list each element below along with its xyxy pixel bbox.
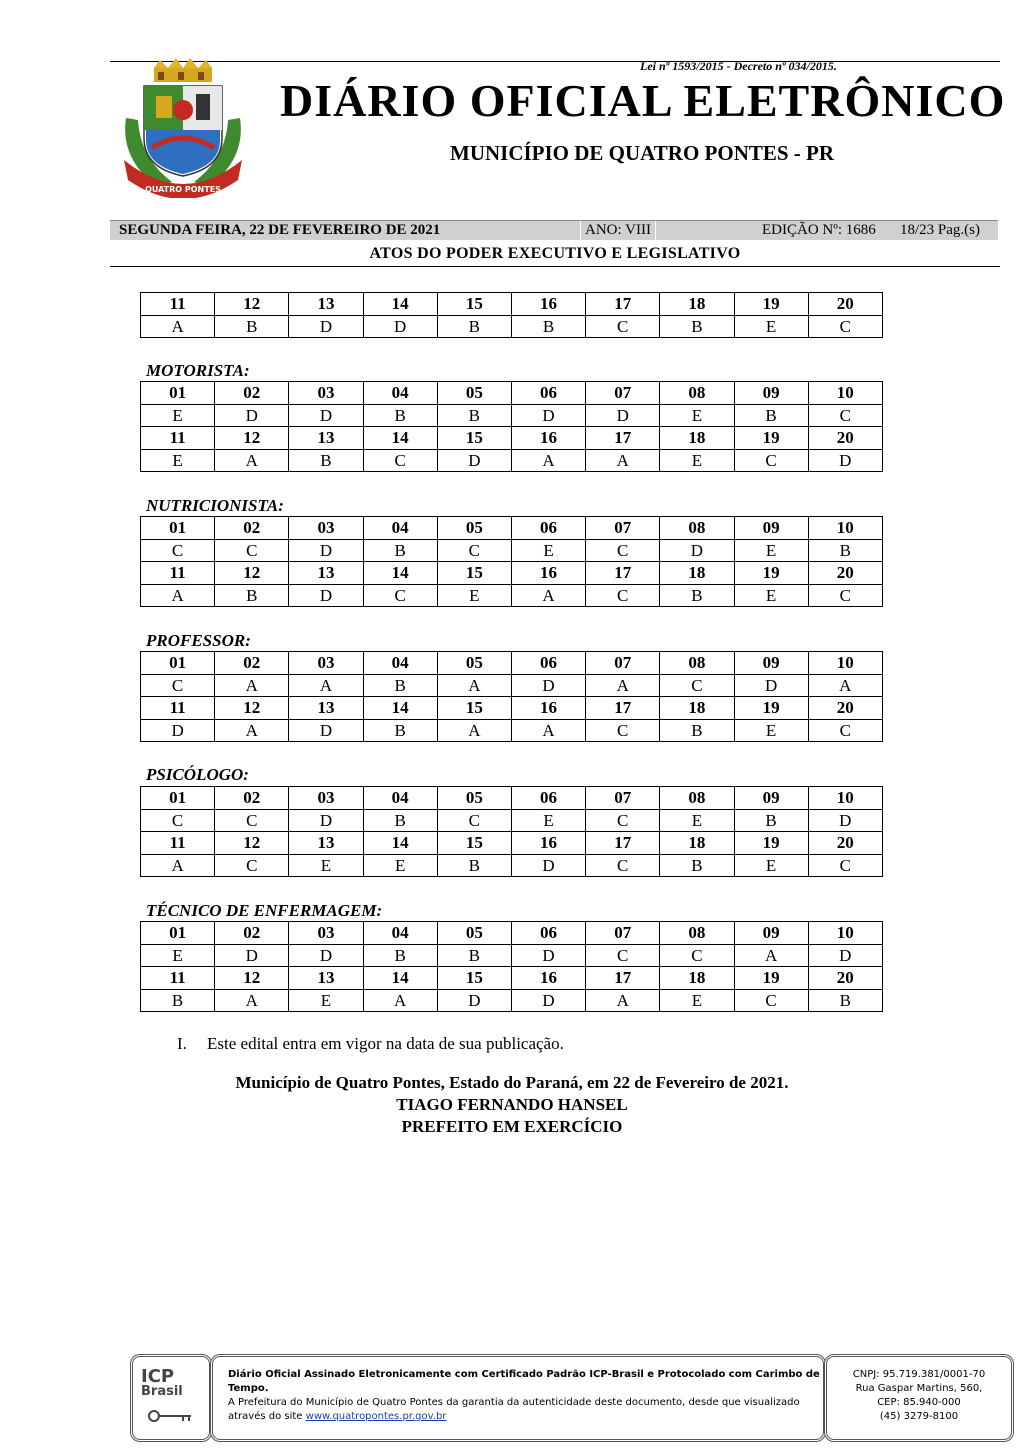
table-row (141, 787, 883, 810)
question-number-cell: 14 (363, 427, 437, 450)
question-number-cell: 07 (586, 652, 660, 675)
question-number-cell: 12 (215, 427, 289, 450)
table-row (141, 584, 883, 607)
question-number-cell: 05 (437, 382, 511, 405)
table-row (141, 539, 883, 562)
law-reference: Lei nº 1593/2015 - Decreto nº 034/2015. (640, 59, 837, 73)
icp-brasil-logo: ICP Brasil (130, 1354, 212, 1442)
answer-cell: A (215, 674, 289, 697)
answer-cell: E (141, 944, 215, 967)
question-number-cell: 13 (289, 293, 363, 316)
answer-cell: C (586, 809, 660, 832)
answer-cell: D (808, 944, 882, 967)
cep: CEP: 85.940-000 (877, 1397, 961, 1408)
answer-cell: E (289, 854, 363, 877)
item-number: I. (177, 1034, 187, 1053)
answer-cell: B (734, 404, 808, 427)
question-number-cell: 07 (586, 517, 660, 540)
table-row (141, 293, 883, 316)
question-number-cell: 15 (437, 697, 511, 720)
question-number-cell: 07 (586, 382, 660, 405)
question-number-cell: 05 (437, 787, 511, 810)
answer-cell: C (808, 854, 882, 877)
answer-cell: D (363, 315, 437, 338)
answer-cell: B (808, 539, 882, 562)
answer-cell: B (808, 989, 882, 1012)
question-number-cell: 07 (586, 922, 660, 945)
answer-cell: C (363, 584, 437, 607)
question-number-cell: 16 (511, 697, 585, 720)
answer-cell: C (734, 449, 808, 472)
answer-cell: B (289, 449, 363, 472)
answer-cell: D (215, 404, 289, 427)
question-number-cell: 10 (808, 382, 882, 405)
question-number-cell: 05 (437, 517, 511, 540)
footer (130, 1354, 1012, 1440)
table-row (141, 809, 883, 832)
cnpj: CNPJ: 95.719.381/0001-70 (852, 1369, 986, 1380)
question-number-cell: 03 (289, 517, 363, 540)
answer-cell: A (215, 719, 289, 742)
question-number-cell: 11 (141, 967, 215, 990)
question-number-cell: 04 (363, 517, 437, 540)
question-number-cell: 18 (660, 427, 734, 450)
table-row (141, 674, 883, 697)
question-number-cell: 02 (215, 652, 289, 675)
table-row (141, 427, 883, 450)
answer-cell: A (437, 719, 511, 742)
question-number-cell: 04 (363, 652, 437, 675)
signature-place-date: Município de Quatro Pontes, Estado do Paraná, em 22 de Fevereiro de 2021. (235, 1073, 789, 1092)
question-number-cell: 06 (511, 787, 585, 810)
answer-cell: D (808, 449, 882, 472)
answer-cell: D (511, 404, 585, 427)
question-number-cell: 06 (511, 652, 585, 675)
table-row (141, 832, 883, 855)
newspaper-title: DIÁRIO OFICIAL ELETRÔNICO (280, 75, 1006, 126)
answer-cell: D (289, 404, 363, 427)
signature-role: PREFEITO EM EXERCÍCIO (401, 1117, 623, 1136)
question-number-cell: 19 (734, 427, 808, 450)
section-title-tecnico-enfermagem: TÉCNICO DE ENFERMAGEM: (146, 901, 383, 920)
table-row (141, 404, 883, 427)
section-header: ATOS DO PODER EXECUTIVO E LEGISLATIVO (369, 245, 741, 262)
answer-cell: A (215, 989, 289, 1012)
answer-cell: B (215, 584, 289, 607)
answer-cell: A (437, 674, 511, 697)
question-number-cell: 17 (586, 832, 660, 855)
answer-cell: D (289, 944, 363, 967)
answer-table-professor (140, 651, 883, 742)
answer-cell: D (437, 449, 511, 472)
table-row (141, 449, 883, 472)
question-number-cell: 15 (437, 427, 511, 450)
item-text: Este edital entra em vigor na data de sua publicação. (207, 1034, 564, 1053)
answer-cell: C (141, 539, 215, 562)
question-number-cell: 16 (511, 427, 585, 450)
question-number-cell: 20 (808, 697, 882, 720)
question-number-cell: 01 (141, 382, 215, 405)
question-number-cell: 01 (141, 787, 215, 810)
section-title-motorista: MOTORISTA: (146, 361, 250, 380)
answer-cell: E (734, 854, 808, 877)
question-number-cell: 15 (437, 293, 511, 316)
question-number-cell: 20 (808, 293, 882, 316)
answer-cell: A (586, 674, 660, 697)
edition-date: SEGUNDA FEIRA, 22 DE FEVEREIRO DE 2021 (119, 222, 441, 238)
question-number-cell: 19 (734, 697, 808, 720)
answer-cell: C (808, 584, 882, 607)
certification-title: Diário Oficial Assinado Eletronicamente com Certificado Padrão ICP-Brasil e Protocolado com Carimbo de Tempo. (228, 1369, 820, 1394)
section-title-nutricionista: NUTRICIONISTA: (146, 496, 284, 515)
question-number-cell: 15 (437, 832, 511, 855)
answer-cell: C (734, 989, 808, 1012)
address: Rua Gaspar Martins, 560, (855, 1383, 983, 1394)
answer-cell: D (808, 809, 882, 832)
edition-year: ANO: VIII (580, 221, 656, 240)
question-number-cell: 20 (808, 967, 882, 990)
answer-cell: C (660, 674, 734, 697)
question-number-cell: 17 (586, 967, 660, 990)
key-icon (147, 1409, 193, 1423)
answer-table-continued (140, 292, 883, 338)
question-number-cell: 12 (215, 562, 289, 585)
question-number-cell: 10 (808, 517, 882, 540)
answer-table-motorista (140, 381, 883, 472)
question-number-cell: 09 (734, 787, 808, 810)
page-count: 18/23 Pag.(s) (900, 222, 980, 238)
answer-cell: E (363, 854, 437, 877)
question-number-cell: 08 (660, 652, 734, 675)
question-number-cell: 03 (289, 922, 363, 945)
answer-cell: D (437, 989, 511, 1012)
question-number-cell: 06 (511, 382, 585, 405)
answer-cell: E (660, 449, 734, 472)
answer-cell: B (363, 539, 437, 562)
question-number-cell: 15 (437, 967, 511, 990)
table-row (141, 967, 883, 990)
answer-cell: B (363, 719, 437, 742)
question-number-cell: 03 (289, 652, 363, 675)
answer-cell: D (289, 539, 363, 562)
question-number-cell: 09 (734, 382, 808, 405)
question-number-cell: 11 (141, 562, 215, 585)
question-number-cell: 19 (734, 293, 808, 316)
answer-cell: B (437, 854, 511, 877)
question-number-cell: 19 (734, 967, 808, 990)
answer-cell: E (511, 809, 585, 832)
answer-cell: C (808, 315, 882, 338)
phone: (45) 3279-8100 (879, 1411, 959, 1422)
question-number-cell: 12 (215, 967, 289, 990)
answer-cell: B (511, 315, 585, 338)
answer-cell: C (215, 809, 289, 832)
answer-table-nutricionista (140, 516, 883, 607)
question-number-cell: 02 (215, 787, 289, 810)
answer-cell: E (660, 809, 734, 832)
question-number-cell: 19 (734, 562, 808, 585)
question-number-cell: 01 (141, 652, 215, 675)
answer-cell: E (289, 989, 363, 1012)
answer-cell: A (511, 449, 585, 472)
question-number-cell: 13 (289, 697, 363, 720)
answer-cell: D (511, 854, 585, 877)
certification-notice: Diário Oficial Assinado Eletronicamente com Certificado Padrão ICP-Brasil e Protocolado com Carimbo de Tempo. A Prefeitura do Município de Quatro Pontes da garantia da autenticidade deste documento, desde que visualizado através do site www.quatropontes.pr.gov.br (210, 1354, 826, 1442)
question-number-cell: 12 (215, 697, 289, 720)
answer-cell: E (734, 584, 808, 607)
answer-cell: A (511, 584, 585, 607)
table-row (141, 562, 883, 585)
table-row (141, 922, 883, 945)
answer-cell: A (586, 989, 660, 1012)
answer-cell: E (437, 584, 511, 607)
question-number-cell: 18 (660, 832, 734, 855)
answer-cell: D (734, 674, 808, 697)
question-number-cell: 05 (437, 922, 511, 945)
answer-cell: C (586, 854, 660, 877)
edital-item (177, 1034, 564, 1054)
edition-number: EDIÇÃO Nº: 1686 (762, 222, 876, 238)
question-number-cell: 04 (363, 922, 437, 945)
answer-cell: A (141, 854, 215, 877)
edition-info-bar (110, 220, 998, 240)
answer-cell: D (289, 584, 363, 607)
question-number-cell: 15 (437, 562, 511, 585)
answer-cell: D (289, 719, 363, 742)
question-number-cell: 16 (511, 832, 585, 855)
question-number-cell: 06 (511, 517, 585, 540)
table-row (141, 315, 883, 338)
table-row (141, 944, 883, 967)
table-row (141, 382, 883, 405)
question-number-cell: 18 (660, 967, 734, 990)
answer-cell: B (141, 989, 215, 1012)
answer-cell: D (511, 989, 585, 1012)
answer-cell: E (734, 719, 808, 742)
answer-cell: D (289, 315, 363, 338)
question-number-cell: 16 (511, 967, 585, 990)
answer-cell: D (141, 719, 215, 742)
answer-cell: C (808, 719, 882, 742)
answer-cell: C (586, 315, 660, 338)
question-number-cell: 12 (215, 293, 289, 316)
question-number-cell: 17 (586, 697, 660, 720)
section-title-psicologo: PSICÓLOGO: (146, 765, 249, 784)
table-row (141, 517, 883, 540)
question-number-cell: 11 (141, 832, 215, 855)
question-number-cell: 14 (363, 832, 437, 855)
question-number-cell: 16 (511, 562, 585, 585)
answer-cell: E (734, 315, 808, 338)
table-row (141, 719, 883, 742)
answer-cell: C (215, 539, 289, 562)
answer-cell: E (660, 404, 734, 427)
answer-cell: E (141, 449, 215, 472)
signature-name: TIAGO FERNANDO HANSEL (396, 1095, 628, 1114)
question-number-cell: 02 (215, 922, 289, 945)
website-link[interactable]: www.quatropontes.pr.gov.br (305, 1411, 447, 1422)
answer-cell: B (437, 944, 511, 967)
answer-cell: B (660, 719, 734, 742)
answer-cell: D (660, 539, 734, 562)
question-number-cell: 11 (141, 697, 215, 720)
question-number-cell: 19 (734, 832, 808, 855)
table-row (141, 652, 883, 675)
question-number-cell: 11 (141, 293, 215, 316)
answer-cell: B (660, 315, 734, 338)
question-number-cell: 04 (363, 787, 437, 810)
answer-cell: A (511, 719, 585, 742)
question-number-cell: 08 (660, 517, 734, 540)
question-number-cell: 17 (586, 427, 660, 450)
answer-cell: B (660, 584, 734, 607)
question-number-cell: 20 (808, 832, 882, 855)
answer-cell: A (141, 315, 215, 338)
question-number-cell: 07 (586, 787, 660, 810)
question-number-cell: 10 (808, 787, 882, 810)
answer-cell: C (586, 944, 660, 967)
answer-table-tecnico-enfermagem (140, 921, 883, 1012)
answer-cell: A (141, 584, 215, 607)
answer-cell: C (141, 674, 215, 697)
answer-cell: B (363, 944, 437, 967)
answer-cell: C (586, 719, 660, 742)
question-number-cell: 02 (215, 382, 289, 405)
question-number-cell: 09 (734, 517, 808, 540)
answer-cell: A (289, 674, 363, 697)
certification-text: A Prefeitura do Município de Quatro Pontes da garantia da autenticidade deste documento, desde que visualizado (228, 1397, 800, 1408)
answer-cell: A (586, 449, 660, 472)
question-number-cell: 13 (289, 562, 363, 585)
question-number-cell: 02 (215, 517, 289, 540)
question-number-cell: 18 (660, 293, 734, 316)
answer-cell: C (215, 854, 289, 877)
question-number-cell: 13 (289, 967, 363, 990)
municipality-subtitle: MUNICÍPIO DE QUATRO PONTES - PR (450, 141, 835, 165)
question-number-cell: 14 (363, 967, 437, 990)
question-number-cell: 20 (808, 427, 882, 450)
question-number-cell: 09 (734, 922, 808, 945)
table-row (141, 854, 883, 877)
answer-cell: B (363, 404, 437, 427)
answer-table-psicologo (140, 786, 883, 877)
answer-cell: C (363, 449, 437, 472)
answer-cell: D (215, 944, 289, 967)
question-number-cell: 20 (808, 562, 882, 585)
section-header-rule (110, 266, 1000, 267)
question-number-cell: 08 (660, 787, 734, 810)
answer-cell: C (586, 584, 660, 607)
answer-cell: C (141, 809, 215, 832)
question-number-cell: 04 (363, 382, 437, 405)
question-number-cell: 03 (289, 382, 363, 405)
question-number-cell: 08 (660, 922, 734, 945)
question-number-cell: 11 (141, 427, 215, 450)
question-number-cell: 10 (808, 652, 882, 675)
svg-text:QUATRO PONTES: QUATRO PONTES (145, 185, 221, 194)
table-row (141, 697, 883, 720)
question-number-cell: 14 (363, 293, 437, 316)
question-number-cell: 18 (660, 697, 734, 720)
answer-cell: A (808, 674, 882, 697)
answer-cell: E (660, 989, 734, 1012)
municipal-crest-logo (116, 58, 250, 198)
answer-cell: E (734, 539, 808, 562)
question-number-cell: 14 (363, 562, 437, 585)
question-number-cell: 17 (586, 293, 660, 316)
answer-cell: C (437, 539, 511, 562)
question-number-cell: 13 (289, 427, 363, 450)
answer-cell: B (363, 674, 437, 697)
answer-cell: A (363, 989, 437, 1012)
answer-cell: D (289, 809, 363, 832)
answer-cell: B (363, 809, 437, 832)
answer-cell: A (734, 944, 808, 967)
answer-cell: A (215, 449, 289, 472)
answer-cell: C (437, 809, 511, 832)
answer-cell: D (511, 674, 585, 697)
question-number-cell: 13 (289, 832, 363, 855)
question-number-cell: 01 (141, 517, 215, 540)
question-number-cell: 17 (586, 562, 660, 585)
question-number-cell: 10 (808, 922, 882, 945)
contact-box (824, 1354, 1014, 1442)
question-number-cell: 14 (363, 697, 437, 720)
question-number-cell: 16 (511, 293, 585, 316)
answer-cell: E (141, 404, 215, 427)
answer-cell: C (660, 944, 734, 967)
answer-cell: B (215, 315, 289, 338)
answer-cell: B (660, 854, 734, 877)
answer-cell: C (586, 539, 660, 562)
question-number-cell: 18 (660, 562, 734, 585)
answer-cell: E (511, 539, 585, 562)
question-number-cell: 06 (511, 922, 585, 945)
question-number-cell: 05 (437, 652, 511, 675)
answer-cell: D (511, 944, 585, 967)
question-number-cell: 08 (660, 382, 734, 405)
question-number-cell: 12 (215, 832, 289, 855)
question-number-cell: 03 (289, 787, 363, 810)
answer-cell: C (808, 404, 882, 427)
answer-cell: B (437, 315, 511, 338)
question-number-cell: 09 (734, 652, 808, 675)
answer-cell: B (437, 404, 511, 427)
table-row (141, 989, 883, 1012)
section-title-professor: PROFESSOR: (146, 631, 251, 650)
answer-cell: B (734, 809, 808, 832)
answer-cell: D (586, 404, 660, 427)
question-number-cell: 01 (141, 922, 215, 945)
